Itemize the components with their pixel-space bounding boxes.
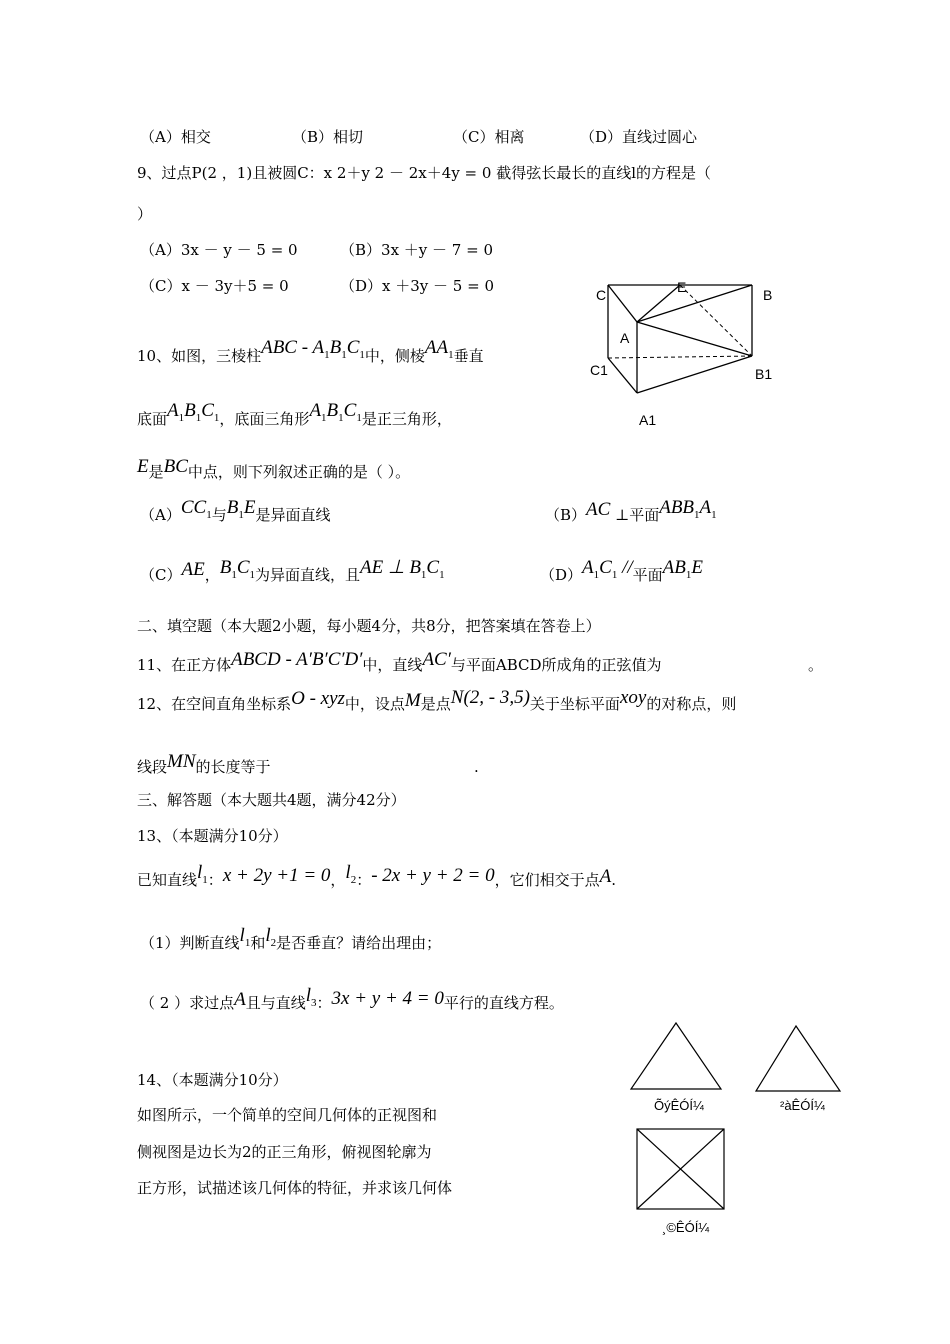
- q8-option-b: （B）相切: [292, 128, 364, 146]
- front-view-figure: [628, 1020, 728, 1092]
- fig-label-a: A: [620, 330, 630, 346]
- top-view-caption: ¸©ÊÓÍ¼: [662, 1220, 710, 1235]
- q8-option-d: （D）直线过圆心: [580, 128, 698, 146]
- q13-part1: （1）判断直线$l_1$和$l_2$是否垂直？请给出理由；: [140, 925, 442, 952]
- q10-line1: 10、如图，三棱柱ABC - $A_1B_1C_1$中，侧棱$AA_1$垂直: [137, 337, 484, 365]
- top-view-figure: [634, 1126, 730, 1212]
- q14-line3: 正方形，试描述该几何体的特征，并求该几何体: [137, 1179, 453, 1197]
- q12-line1: 12、在空间直角坐标系O - xyz中，设点M是点N(2, - 3,5)关于坐标平面xoy的对称点，则: [137, 687, 737, 713]
- q14-line1: 如图所示，一个简单的空间几何体的正视图和: [137, 1106, 438, 1124]
- q10-option-c: （C）AE，$B_1C_1$为异面直线，且AE ⊥ $B_1C_1$: [140, 557, 445, 584]
- q8-option-c: （C）相离: [453, 128, 525, 146]
- fig-label-c: C: [596, 287, 607, 303]
- q13-heading: 13、（本题满分10分）: [137, 827, 288, 845]
- q9-option-b: （B）3x ＋y － 7 = 0: [340, 241, 493, 259]
- q8-option-a: （A）相交: [140, 128, 211, 146]
- q9-option-d: （D）x ＋3y － 5 = 0: [340, 277, 494, 295]
- fig-label-a1: A1: [639, 412, 657, 428]
- q9-option-c: （C）x － 3y＋5 = 0: [140, 277, 289, 295]
- q10-option-a: $(A)CC_1$与$B_1E$是异面直线: [140, 497, 331, 524]
- section-3-heading: 三、解答题（本大题共4题，满分42分）: [137, 791, 406, 809]
- q10-option-d: $(D)A_1C_1$ //平面$AB_1E$: [540, 557, 703, 584]
- q10-line3: E是BC中点，则下列叙述正确的是（ ）。: [137, 456, 411, 481]
- fig-label-b1: B1: [755, 366, 773, 382]
- fig-label-c1: C1: [590, 362, 608, 378]
- section-2-heading: 二、填空题（本大题2小题，每小题4分，共8分，把答案填在答卷上）: [137, 617, 601, 635]
- side-view-caption: ²àÊÓÍ¼: [780, 1098, 825, 1113]
- q9-option-a: （A）3x － y － 5 = 0: [140, 241, 298, 259]
- q14-line2: 侧视图是边长为2的正三角形，俯视图轮廓为: [137, 1143, 432, 1161]
- front-view-caption: ÕýÊÓÍ¼: [654, 1098, 704, 1113]
- q12-line2: 线段MN的长度等于: [137, 751, 271, 776]
- fig-label-b: B: [763, 287, 773, 303]
- q11: 11、在正方体ABCD - A′B′C′D′中，直线AC′与平面ABCD所成角的正弦值为: [137, 649, 662, 674]
- q10-line2: 底面$A_1B_1C_1$，底面三角形$A_1B_1C_1$是正三角形，: [137, 400, 452, 428]
- q10-option-b: （B）AC ⊥平面$ABB_1A_1$: [545, 497, 717, 524]
- q11-end: 。: [808, 656, 824, 674]
- fig-label-e: E: [677, 279, 687, 295]
- q9-close-paren: ）: [137, 205, 153, 223]
- q14-heading: 14、（本题满分10分）: [137, 1071, 288, 1089]
- side-view-figure: [752, 1022, 852, 1094]
- q13-part2: （ 2 ）求过点A且与直线$l_3$：3x + y + 4 = 0平行的直线方程。: [140, 985, 564, 1012]
- q9-stem: 9、过点P(2 ，1)且被圆C：x 2＋y 2 － 2x＋4y = 0 截得弦长最长的直线l的方程是（: [137, 164, 712, 182]
- q12-end: .: [474, 758, 479, 776]
- q13-line1: 已知直线$l_1$：x + 2y +1 = 0，$l_2$：- 2x + y + 2 = 0，它们相交于点A.: [137, 862, 617, 889]
